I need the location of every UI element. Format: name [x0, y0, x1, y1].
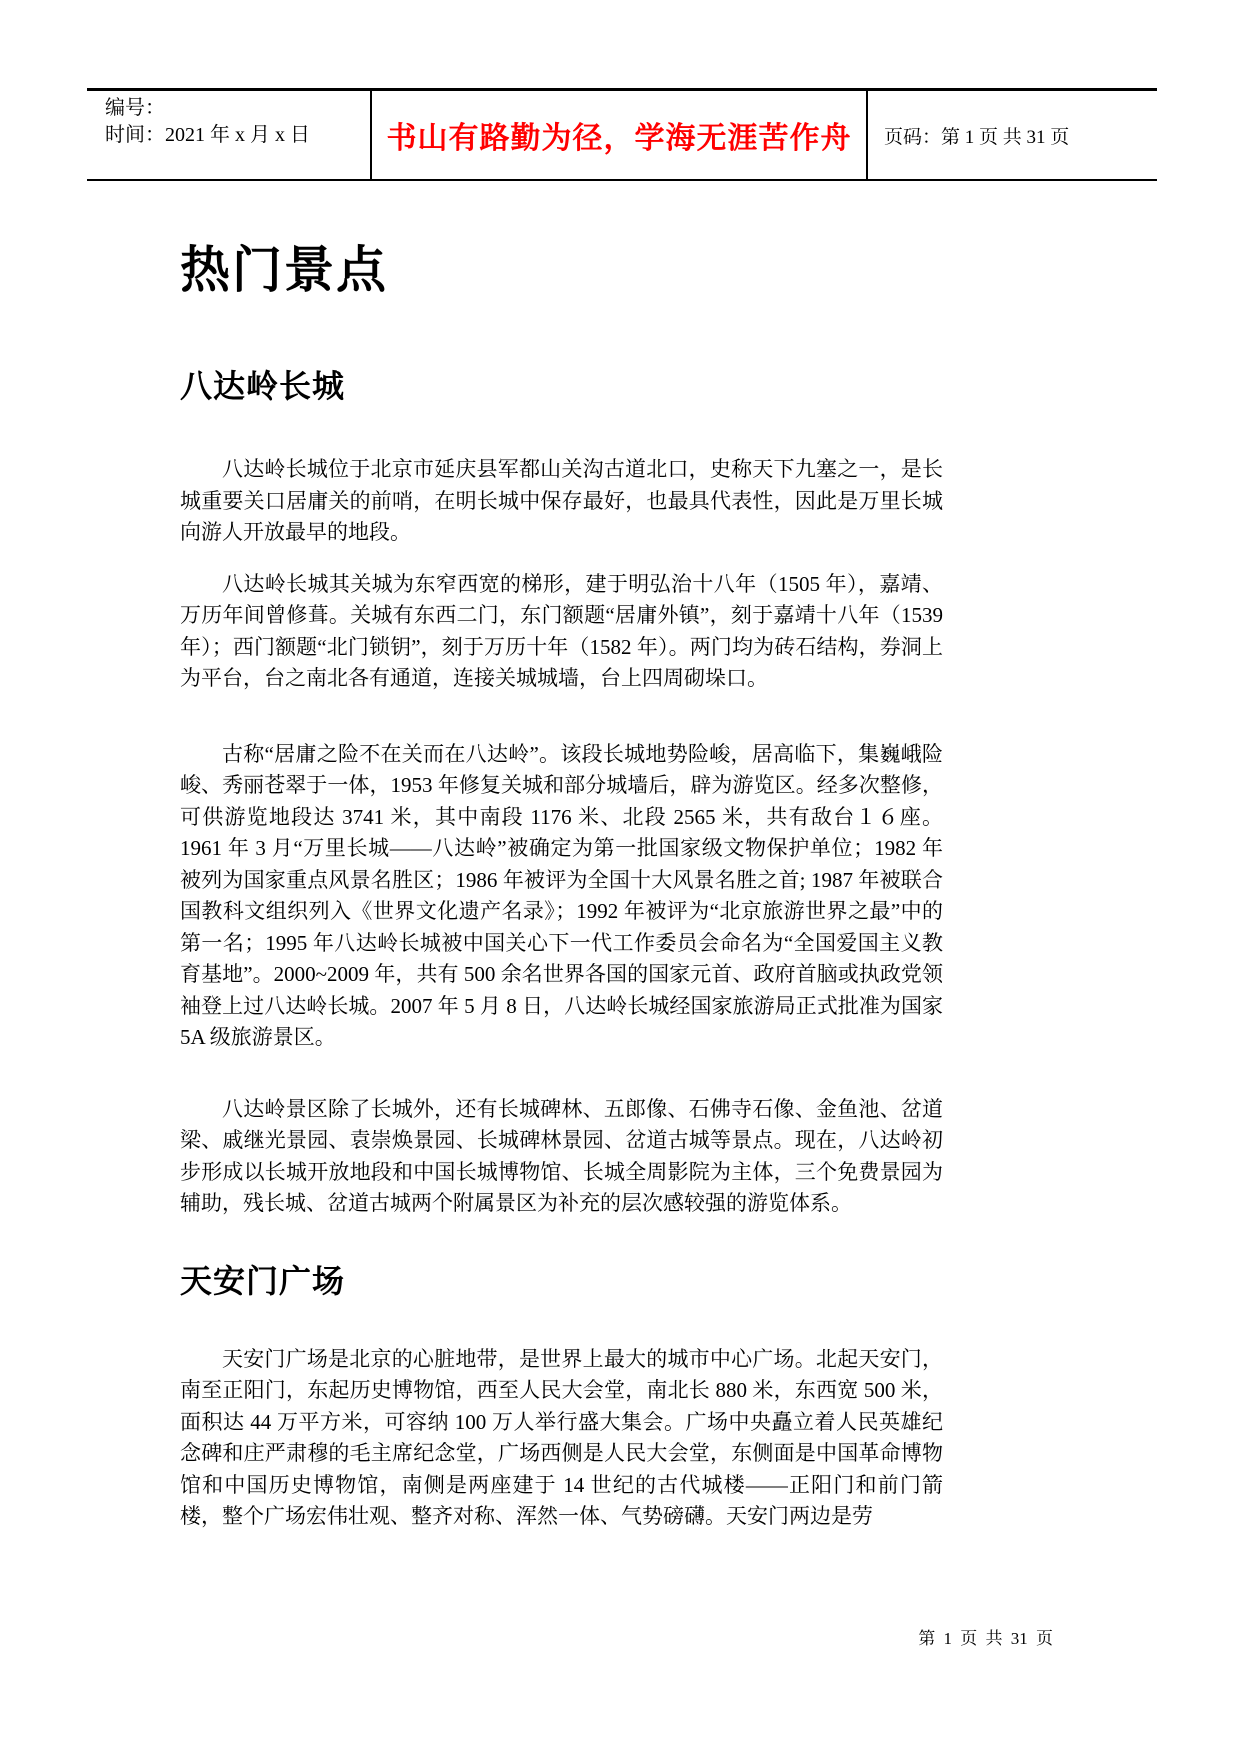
document-title: 热门景点	[180, 242, 388, 298]
paragraph-badaling-3: 古称“居庸之险不在关而在八达岭”。该段长城地势险峻，居高临下，集巍峨险峻、秀丽苍翠于一体，1953 年修复关城和部分城墙后，辟为游览区。经多次整修，可供游览地段达 3741 米，其中南段 1176 米、北段 2565 米，共有敌台１６座。1961 年 3 月“万里长城——八达岭”被确定为第一批国家级文物保护单位；1982 年被列为国家重点风景名胜区；1986 年被评为全国十大风景名胜之首; 1987 年被联合国教科文组织列入《世界文化遗产名录》；1992 年被评为“北京旅游世界之最”中的第一名；1995 年八达岭长城被中国关心下一代工作委员会命名为“全国爱国主义教育基地”。2000~2009 年，共有 500 余名世界各国的国家元首、政府首脑或执政党领袖登上过八达岭长城。2007 年 5 月 8 日，八达岭长城经国家旅游局正式批准为国家 5A 级旅游景区。	[180, 741, 943, 1049]
section-heading-badaling: 八达岭长城	[180, 368, 346, 404]
section-heading-tiananmen: 天安门广场	[180, 1262, 346, 1299]
header-left-cell	[87, 91, 370, 179]
header-table	[87, 88, 1157, 181]
page-number-label: 页码：第 1 页 共 31 页	[884, 126, 1070, 148]
paragraph-tiananmen-1: 天安门广场是北京的心脏地带，是世界上最大的城市中心广场。北起天安门，南至正阳门，东起历史博物馆，西至人民大会堂，南北长 880 米，东西宽 500 米，面积达 44 万平方米，可容纳 100 万人举行盛大集会。广场中央矗立着人民英雄纪念碑和庄严肃穆的毛主席纪念堂，广场西侧是人民大会堂，东侧面是中国革命博物馆和中国历史博物馆，南侧是两座建于 14 世纪的古代城楼——正阳门和前门箭楼，整个广场宏伟壮观、整齐对称、浑然一体、气势磅礴。天安门两边是劳	[180, 1346, 943, 1528]
page-footer: 第 1 页 共 31 页	[918, 1629, 1053, 1648]
document-body	[180, 240, 943, 1533]
doc-number-label: 编号：	[105, 97, 165, 119]
paragraph-badaling-2: 八达岭长城其关城为东窄西宽的梯形，建于明弘治十八年（1505 年），嘉靖、万历年间曾修葺。关城有东西二门，东门额题“居庸外镇”，刻于嘉靖十八年（1539 年）；西门额题“北门锁钥”，刻于万历十年（1582 年）。两门均为砖石结构，券洞上为平台，台之南北各有通道，连接关城城墙，台上四周砌垛口。	[180, 571, 943, 690]
paragraph-badaling-1: 八达岭长城位于北京市延庆县军都山关沟古道北口，史称天下九塞之一，是长城重要关口居庸关的前哨，在明长城中保存最好，也最具代表性，因此是万里长城向游人开放最早的地段。	[180, 457, 943, 544]
paragraph-badaling-4: 八达岭景区除了长城外，还有长城碑林、五郎像、石佛寺石像、金鱼池、岔道梁、戚继光景园、袁崇焕景园、长城碑林景园、岔道古城等景点。现在，八达岭初步形成以长城开放地段和中国长城博物馆、长城全周影院为主体，三个免费景园为辅助，残长城、岔道古城两个附属景区为补充的层次感较强的游览体系。	[180, 1096, 943, 1215]
header-slogan-cell	[370, 91, 868, 179]
slogan-text: 书山有路勤为径，学海无涯苦作舟	[386, 122, 852, 155]
doc-time-label: 时间：2021 年 x 月 x 日	[105, 124, 310, 146]
header-page-cell	[868, 91, 1157, 179]
